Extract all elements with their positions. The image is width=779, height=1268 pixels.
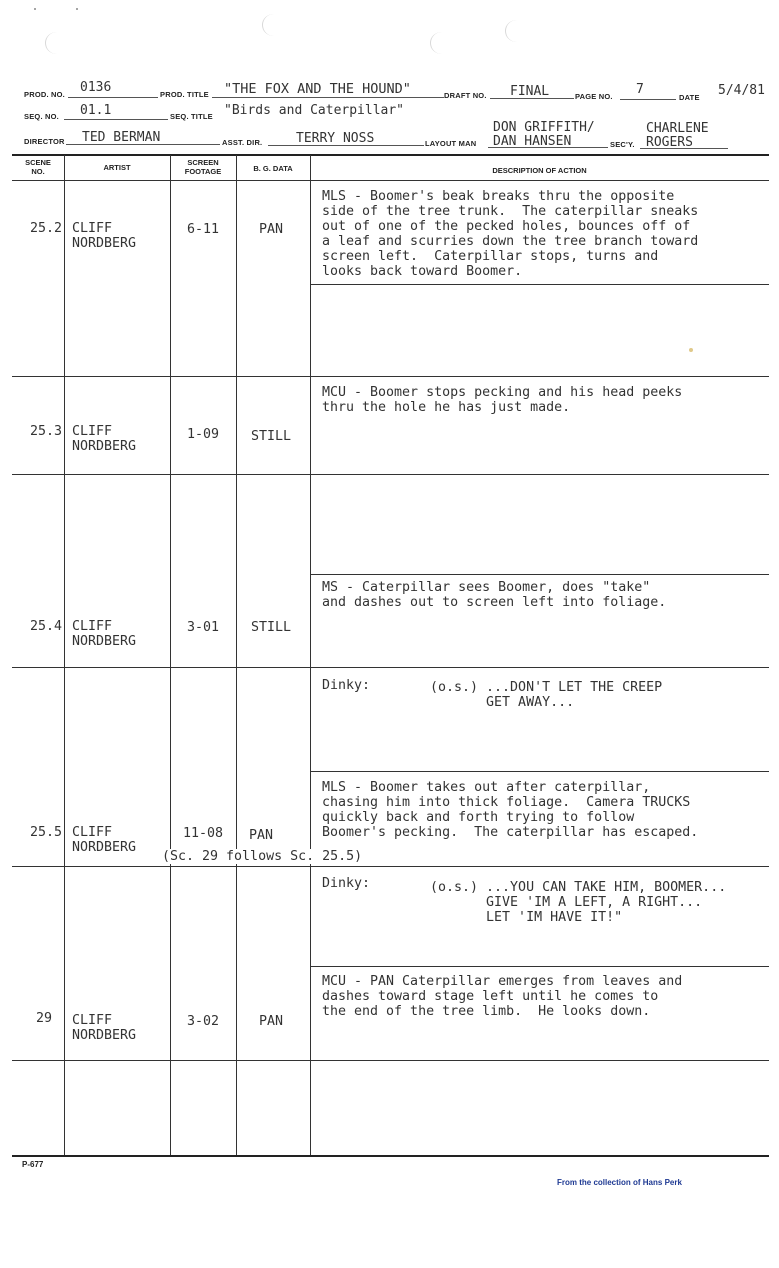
page-no-underline: [620, 99, 676, 100]
prod-no-label: PROD. NO.: [24, 90, 65, 99]
layout-man-label: LAYOUT MAN: [425, 139, 477, 148]
artist-name-2: NORDBERG: [72, 634, 137, 649]
col-divider: [310, 155, 311, 1155]
binder-hole: [45, 32, 68, 54]
table-top-rule: [12, 154, 769, 156]
screen-footage: 3-01: [186, 620, 220, 635]
secy-label: SEC'Y.: [610, 140, 635, 149]
prod-title-underline: [212, 97, 444, 98]
col-divider: [64, 155, 65, 1155]
binder-hole: [430, 32, 453, 54]
action-description: MS - Caterpillar sees Boomer, does "take" and dashes out to screen left into foliage.: [322, 580, 667, 610]
prod-title-label: PROD. TITLE: [160, 90, 209, 99]
row-rule: [12, 376, 769, 377]
row-rule: [12, 866, 769, 867]
dialogue-line: (o.s.) ...YOU CAN TAKE HIM, BOOMER... GIVE 'IM A LEFT, A RIGHT... LET 'IM HAVE IT!": [430, 880, 727, 925]
secy-line2: ROGERS: [646, 135, 693, 150]
paper-mark: [34, 8, 36, 10]
action-description: MLS - Boomer's beak breaks thru the opposite side of the tree trunk. The caterpillar sneaks out of one of the pecked holes, bounces off of a leaf and scurries down the tree branch toward screen left. Caterpillar stops, turns and looks back toward Boomer.: [322, 189, 699, 279]
binder-hole: [505, 20, 528, 42]
director-label: DIRECTOR: [24, 137, 65, 146]
artist-name-1: CLIFF: [72, 221, 113, 236]
artist-name-2: NORDBERG: [72, 840, 137, 855]
action-description: MLS - Boomer takes out after caterpillar, chasing him into thick foliage. Camera TRUCKS quickly back and forth trying to follow Boomer's pecking. The caterpillar has escaped.: [322, 780, 699, 840]
artist-name-2: NORDBERG: [72, 439, 137, 454]
paper-mark: [76, 8, 78, 10]
artist-name-1: CLIFF: [72, 825, 113, 840]
artist-name-2: NORDBERG: [72, 236, 137, 251]
director: TED BERMAN: [82, 130, 161, 145]
screen-footage: 11-08: [182, 826, 224, 841]
col-header-bg-data: B. G. DATA: [253, 164, 293, 173]
artist-name-2: NORDBERG: [72, 1028, 137, 1043]
action-description: MCU - PAN Caterpillar emerges from leaves and dashes toward stage left until he comes to the end of the tree limb. He looks down.: [322, 974, 683, 1019]
asst-dir-underline: [268, 145, 424, 146]
table-bottom-rule: [12, 1155, 769, 1157]
scene-follow-note: (Sc. 29 follows Sc. 25.5): [162, 849, 363, 864]
draft-no: FINAL: [510, 84, 550, 99]
prod-title: "THE FOX AND THE HOUND": [224, 81, 411, 97]
seq-no-label: SEQ. NO.: [24, 112, 59, 121]
scene-number: 25.3: [29, 424, 62, 439]
artist-name-1: CLIFF: [72, 424, 113, 439]
layout-man-underline: [488, 147, 608, 148]
asst-dir-label: ASST. DIR.: [222, 138, 263, 147]
draft-no-label: DRAFT NO.: [444, 91, 487, 100]
col-divider: [170, 155, 171, 1155]
row-rule: [310, 966, 769, 967]
column-header-rule: [12, 180, 769, 181]
bg-data: PAN: [258, 222, 284, 237]
scene-number: 29: [35, 1011, 52, 1026]
artist-name-1: CLIFF: [72, 619, 113, 634]
bg-data: STILL: [250, 620, 292, 635]
seq-title-label: SEQ. TITLE: [170, 112, 213, 121]
seq-no-underline: [64, 119, 168, 120]
screen-footage: 1-09: [186, 427, 220, 442]
screen-footage: 6-11: [186, 222, 220, 237]
scene-number: 25.2: [29, 221, 62, 236]
col-header-scene: SCENE NO.: [25, 158, 51, 176]
col-header-footage: SCREEN FOOTAGE: [184, 158, 222, 176]
collection-credit: From the collection of Hans Perk: [557, 1178, 682, 1187]
row-rule: [12, 474, 769, 475]
scene-number: 25.4: [29, 619, 62, 634]
artist-name-1: CLIFF: [72, 1013, 113, 1028]
dialogue-speaker: Dinky:: [322, 678, 371, 693]
draft-no-underline: [490, 98, 574, 99]
director-underline: [66, 144, 220, 145]
row-rule: [12, 1060, 769, 1061]
layout-man-line2: DAN HANSEN: [493, 134, 572, 149]
asst-dir: TERRY NOSS: [296, 131, 375, 146]
date: 5/4/81: [718, 83, 765, 98]
col-divider: [236, 155, 237, 1155]
date-label: DATE: [679, 93, 700, 102]
scene-number: 25.5: [29, 825, 62, 840]
form-code: P-677: [22, 1160, 44, 1169]
paper-stain: [689, 348, 693, 352]
page-no-label: PAGE NO.: [575, 92, 613, 101]
row-rule: [310, 284, 769, 285]
row-rule: [12, 667, 769, 668]
seq-no: 01.1: [80, 103, 112, 118]
seq-title: "Birds and Caterpillar": [224, 103, 405, 118]
action-description: MCU - Boomer stops pecking and his head peeks thru the hole he has just made.: [322, 385, 683, 415]
secy-underline: [640, 148, 728, 149]
layout-man-line1: DON GRIFFITH/: [493, 120, 595, 135]
bg-data: STILL: [250, 429, 292, 444]
prod-no: 0136: [80, 80, 112, 95]
prod-no-underline: [68, 97, 158, 98]
dialogue-speaker: Dinky:: [322, 876, 371, 891]
bg-data: PAN: [248, 828, 274, 843]
row-rule: [310, 771, 769, 772]
secy-line1: CHARLENE: [646, 121, 709, 136]
dialogue-line: (o.s.) ...DON'T LET THE CREEP GET AWAY...: [430, 680, 663, 710]
col-header-artist: ARTIST: [103, 163, 131, 172]
col-header-description: DESCRIPTION OF ACTION: [492, 166, 587, 175]
page-no: 7: [636, 82, 644, 97]
binder-hole: [262, 14, 285, 36]
screen-footage: 3-02: [186, 1014, 220, 1029]
bg-data: PAN: [258, 1014, 284, 1029]
row-rule: [310, 574, 769, 575]
